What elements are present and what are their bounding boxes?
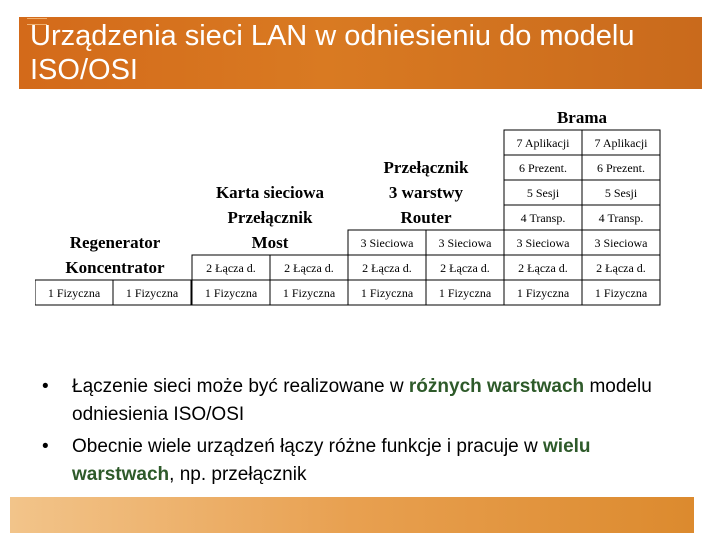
label-przelacznik-3-warstwy-line1: Przełącznik (383, 158, 469, 177)
label-brama: Brama (556, 108, 608, 127)
label-l4: 4 Transp. (598, 211, 644, 225)
label-l2: 2 Łącza d. (518, 261, 568, 275)
label-l6: 6 Prezent. (519, 161, 567, 175)
title-bar (19, 17, 702, 89)
bullet-highlight: wielu warstwach (72, 436, 591, 485)
bullet-dot: • (42, 436, 49, 457)
label-l1: 1 Fizyczna (438, 286, 492, 300)
bullet-dot: • (42, 376, 49, 397)
label-l5: 5 Sesji (526, 186, 560, 200)
label-karta-sieciowa: Karta sieciowa (215, 183, 325, 202)
label-l2: 2 Łącza d. (440, 261, 490, 275)
label-l1: 1 Fizyczna (516, 286, 570, 300)
label-l5: 5 Sesji (604, 186, 638, 200)
bullet-item (42, 433, 692, 489)
label-l2: 2 Łącza d. (362, 261, 412, 275)
label-koncentrator: Koncentrator (65, 258, 165, 277)
footer-bar (10, 497, 694, 533)
label-l1: 1 Fizyczna (125, 286, 179, 300)
label-router: Router (400, 208, 452, 227)
label-l7: 7 Aplikacji (594, 136, 648, 150)
label-l2: 2 Łącza d. (206, 261, 256, 275)
layer-2-row (192, 255, 660, 280)
bullet-list (42, 373, 692, 493)
bullet-item (42, 373, 692, 429)
label-l1: 1 Fizyczna (594, 286, 648, 300)
label-l3: 3 Sieciowa (438, 236, 492, 250)
label-l4: 4 Transp. (520, 211, 566, 225)
bullet-highlight: różnych warstwach (408, 376, 585, 397)
bullet-text: , np. przełącznik (169, 464, 307, 485)
bullet-text: modelu odniesienia ISO/OSI (72, 376, 652, 425)
bullet-text: Obecnie wiele urządzeń łączy różne funkcje i pracuje w (72, 436, 544, 457)
label-l1: 1 Fizyczna (47, 286, 101, 300)
label-l2: 2 Łącza d. (596, 261, 646, 275)
label-przelacznik-3-warstwy-line2: 3 warstwy (388, 183, 464, 202)
osi-device-diagram (35, 104, 665, 314)
bullet-text: Łączenie sieci może być realizowane w (72, 376, 409, 397)
label-l1: 1 Fizyczna (360, 286, 414, 300)
label-l7: 7 Aplikacji (516, 136, 570, 150)
label-l1: 1 Fizyczna (204, 286, 258, 300)
label-l3: 3 Sieciowa (360, 236, 414, 250)
label-l1: 1 Fizyczna (282, 286, 336, 300)
label-przelacznik: Przełącznik (227, 208, 313, 227)
label-l3: 3 Sieciowa (516, 236, 570, 250)
slide-title: Urządzenia sieci LAN w odniesieniu do modelu ISO/OSI (30, 20, 635, 86)
label-most: Most (251, 233, 289, 252)
label-l2: 2 Łącza d. (284, 261, 334, 275)
label-l6: 6 Prezent. (597, 161, 645, 175)
label-l3: 3 Sieciowa (594, 236, 648, 250)
label-regenerator: Regenerator (69, 233, 161, 252)
